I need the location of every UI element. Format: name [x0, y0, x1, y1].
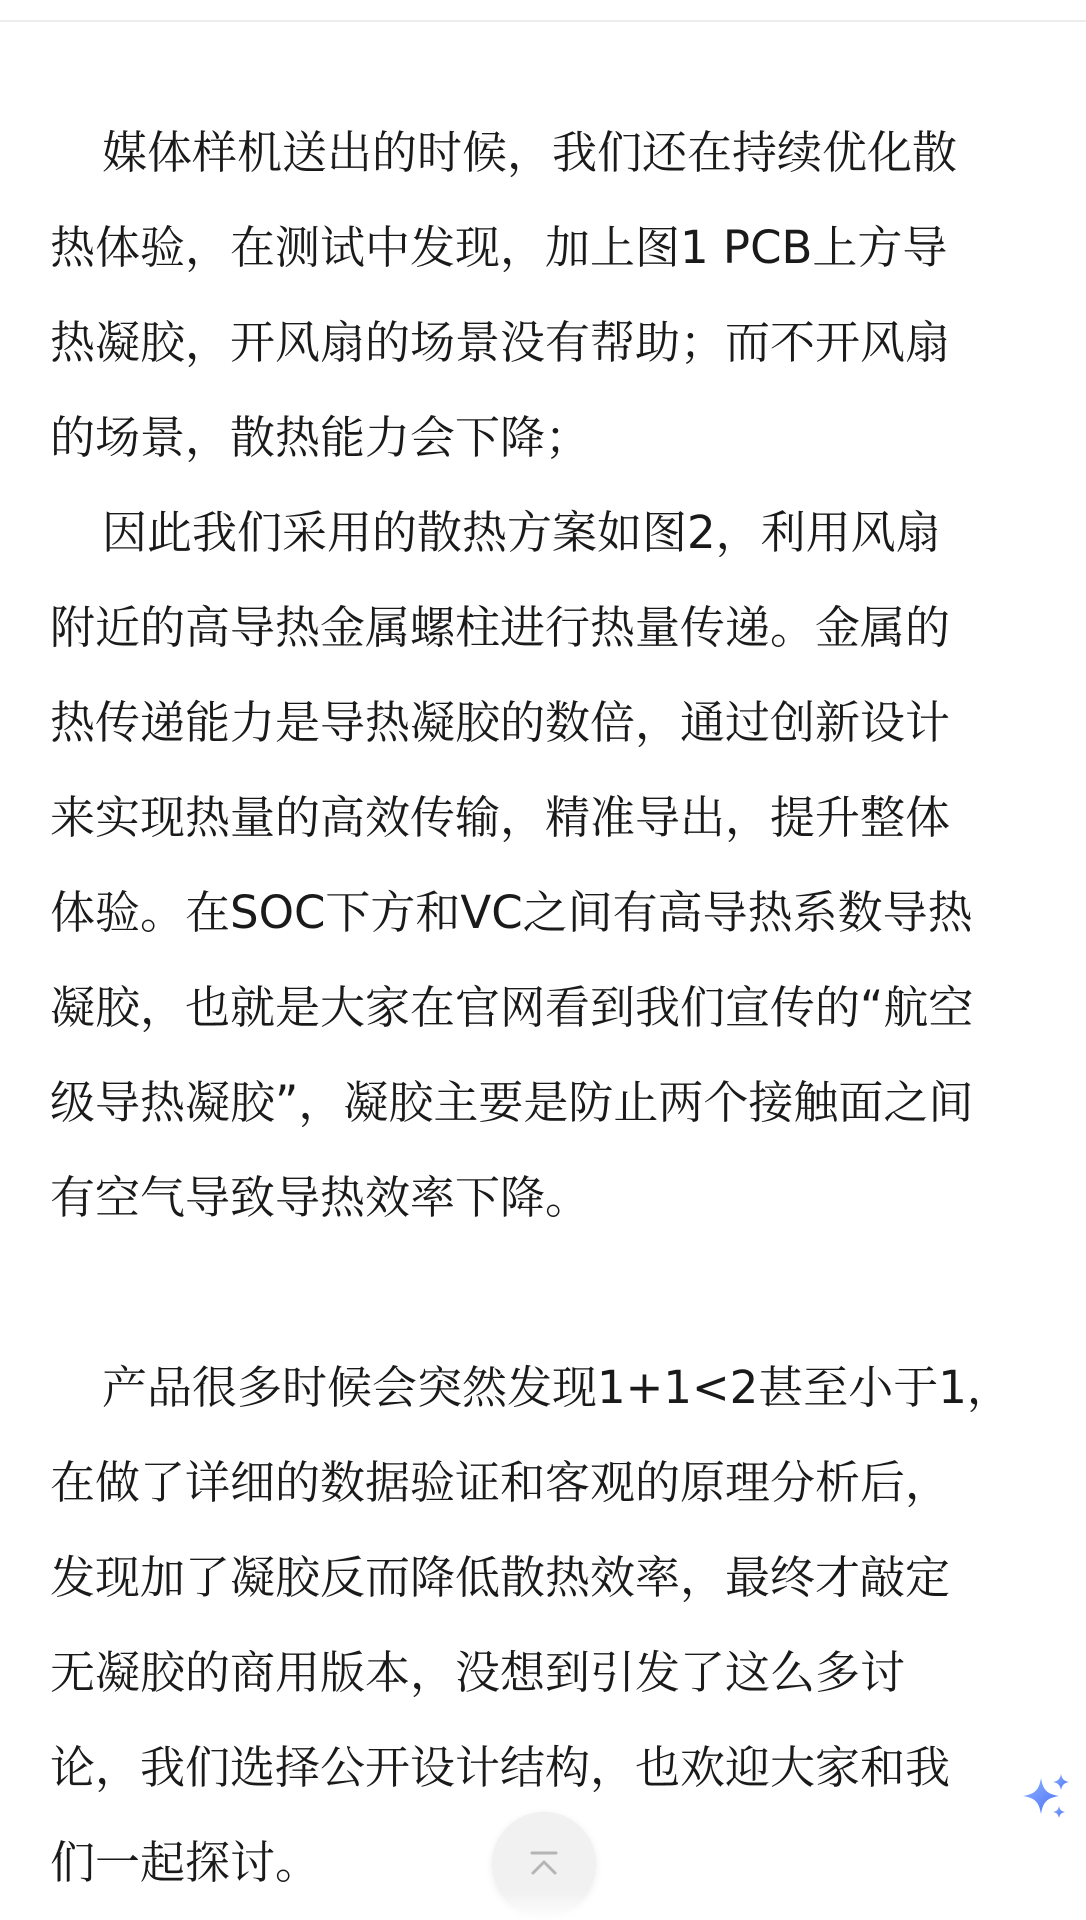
paragraph-line: 热体验，在测试中发现，加上图1 PCB上方导 [50, 221, 948, 274]
paragraph-line: 来实现热量的高效传输，精准导出，提升整体 [50, 791, 951, 844]
paragraph-line: 级导热凝胶”，凝胶主要是防止两个接触面之间 [50, 1076, 974, 1129]
paragraph-line: 们一起探讨。 [50, 1836, 321, 1889]
paragraph-line: 发现加了凝胶反而降低散热效率，最终才敲定 [50, 1551, 951, 1604]
top-divider [0, 20, 1086, 22]
paragraph-line: 产品很多时候会突然发现1+1<2甚至小于1， [102, 1361, 1012, 1414]
article-body [50, 105, 1040, 1910]
paragraph-line: 热传递能力是导热凝胶的数倍，通过创新设计 [50, 696, 951, 749]
paragraph-line: 附近的高导热金属螺柱进行热量传递。金属的 [50, 601, 951, 654]
paragraph-line: 无凝胶的商用版本，没想到引发了这么多讨 [50, 1646, 906, 1699]
paragraph-line: 的场景，散热能力会下降； [50, 411, 591, 464]
paragraph-gap [50, 1245, 1040, 1340]
paragraph-line: 在做了详细的数据验证和客观的原理分析后， [50, 1456, 951, 1509]
paragraph-2 [50, 485, 1040, 1245]
chevron-up-to-top-icon [524, 1844, 564, 1884]
paragraph-line: 有空气导致导热效率下降。 [50, 1171, 591, 1224]
bottom-fade [0, 1890, 1086, 1920]
ai-assistant-button[interactable] [1010, 1763, 1080, 1833]
paragraph-line: 论，我们选择公开设计结构，也欢迎大家和我 [50, 1741, 951, 1794]
sparkle-icon [1017, 1770, 1073, 1826]
paragraph-line: 因此我们采用的散热方案如图2，利用风扇 [102, 506, 941, 559]
paragraph-line: 体验。在SOC下方和VC之间有高导热系数导热 [50, 886, 973, 939]
paragraph-line: 媒体样机送出的时候，我们还在持续优化散 [102, 126, 958, 179]
paragraph-line: 凝胶，也就是大家在官网看到我们宣传的“航空 [50, 981, 974, 1034]
paragraph-line: 热凝胶，开风扇的场景没有帮助；而不开风扇 [50, 316, 951, 369]
paragraph-1 [50, 105, 1040, 485]
